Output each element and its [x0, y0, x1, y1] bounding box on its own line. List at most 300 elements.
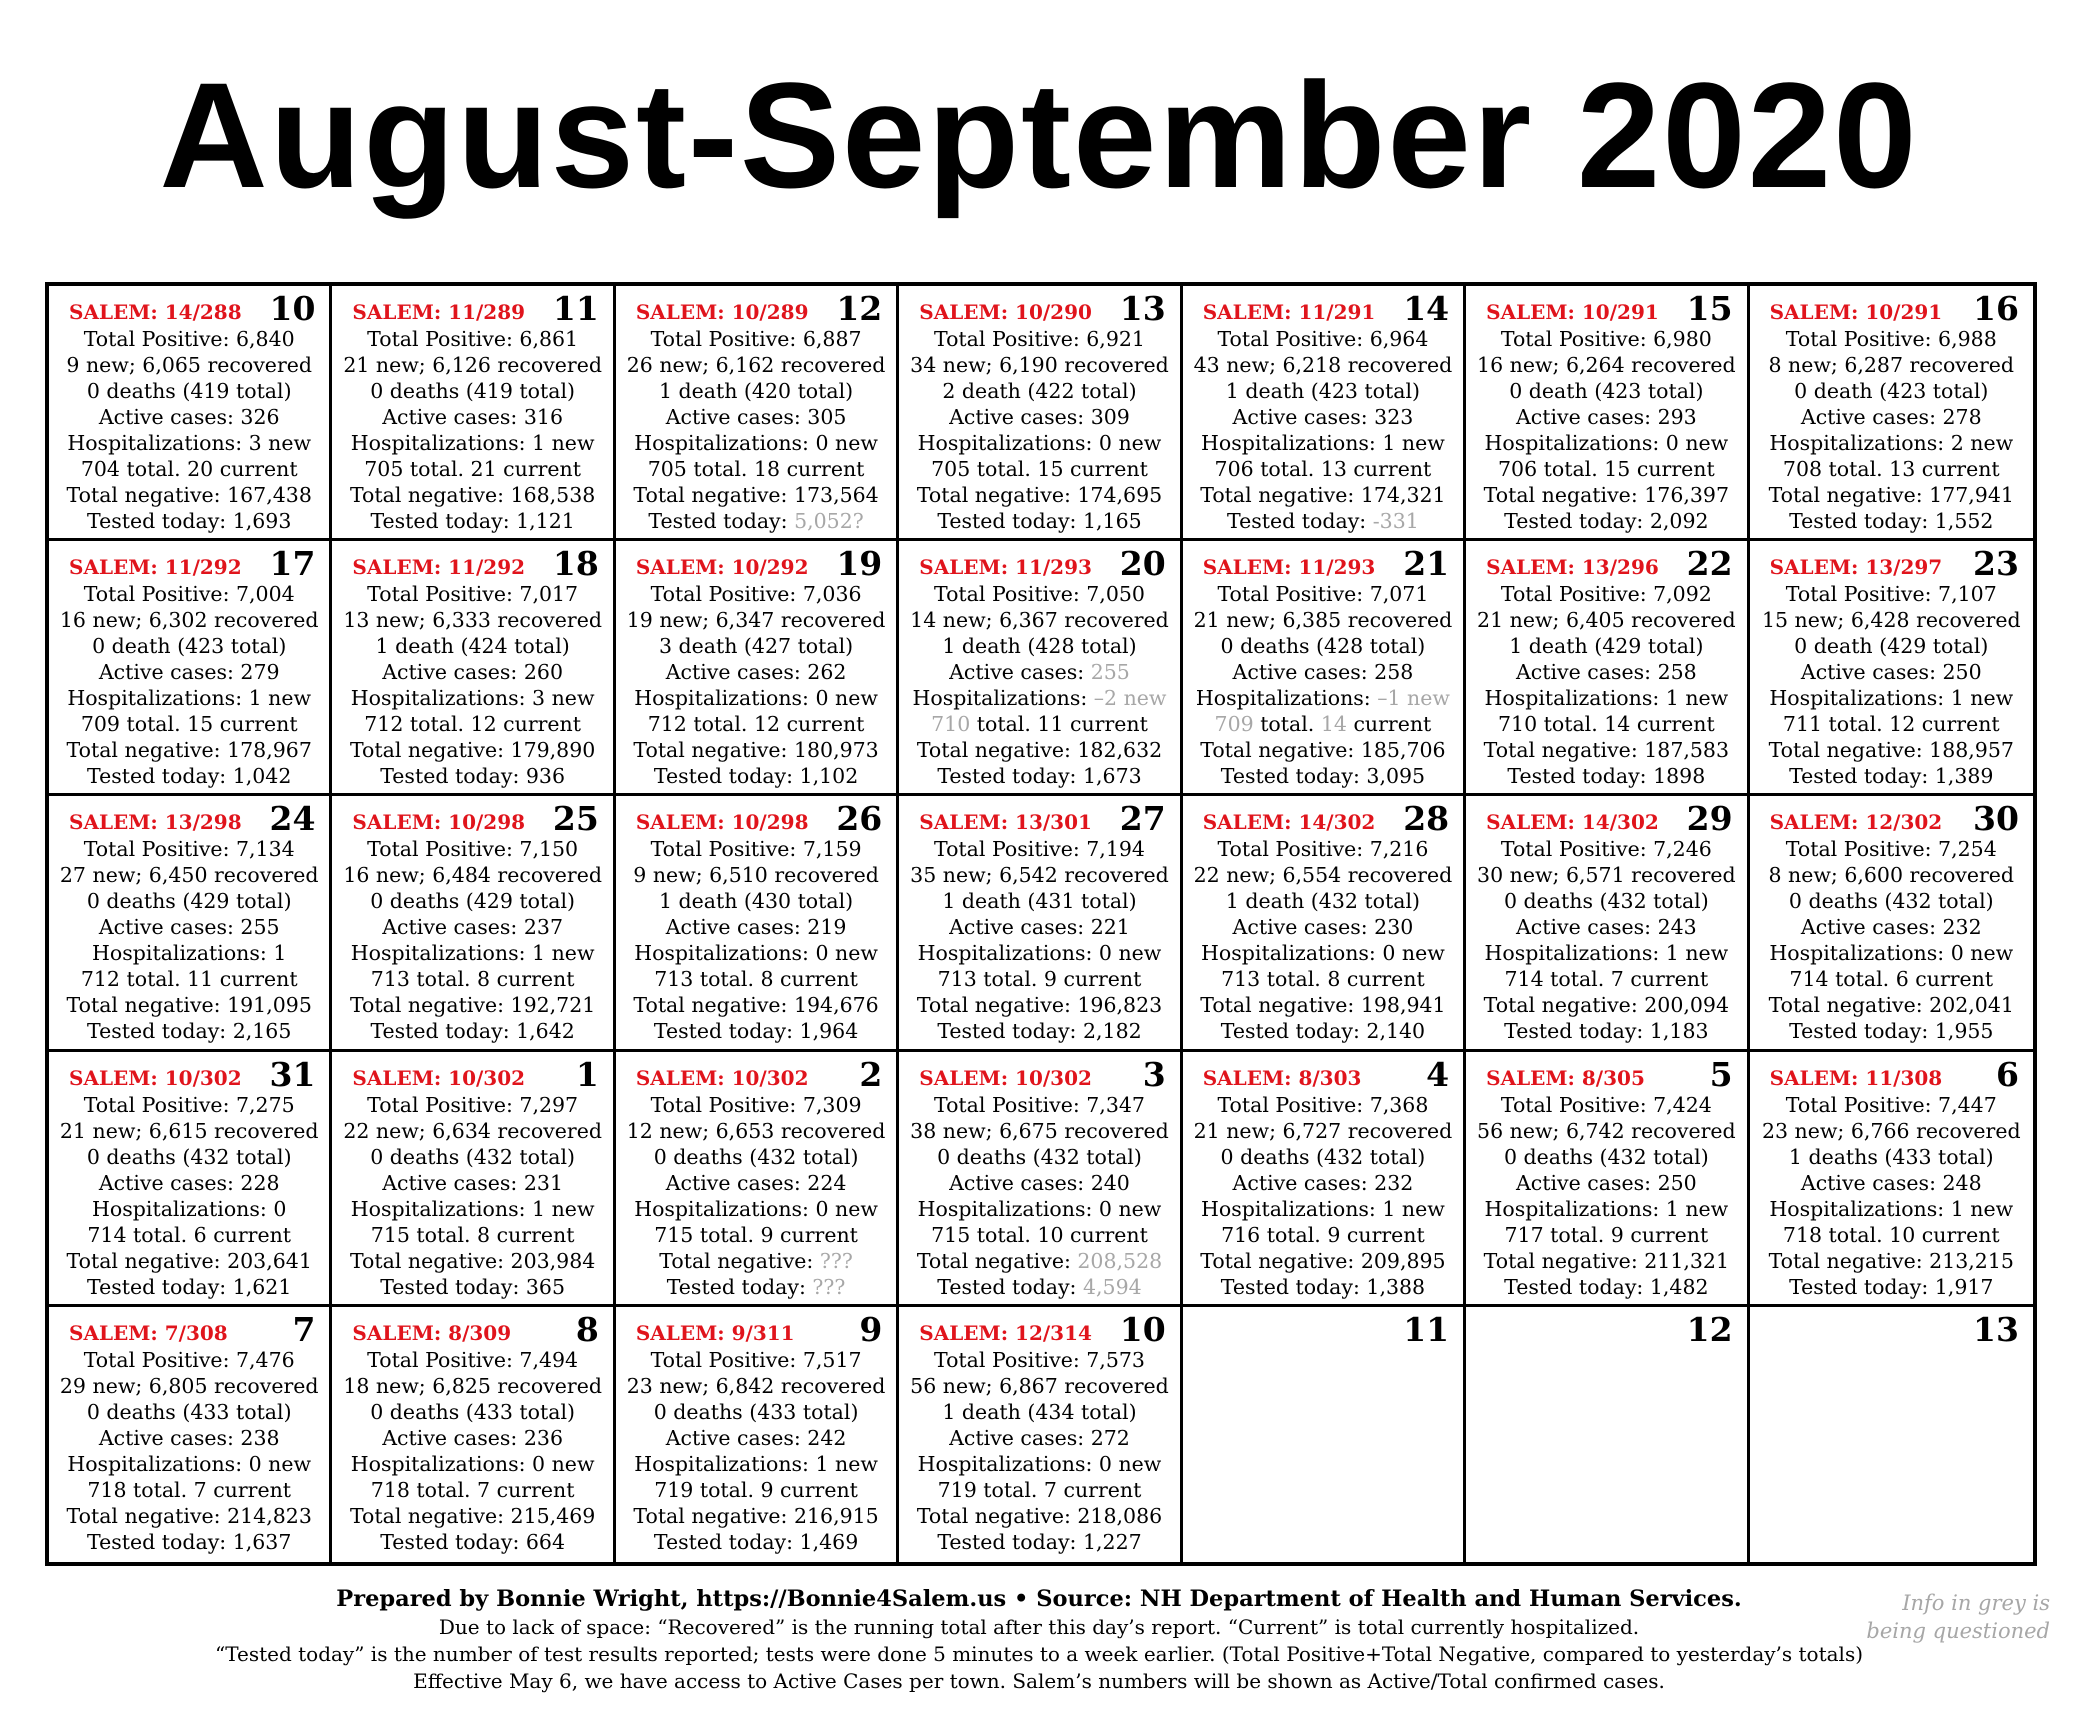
stat-text: Active cases: 262	[665, 660, 847, 685]
stat-text: 0 deaths (432 total)	[1788, 889, 1994, 914]
stat-line	[49, 1018, 329, 1044]
stat-line	[616, 352, 896, 378]
stat-line	[616, 1347, 896, 1373]
stat-text: Total Positive: 6,988	[1785, 327, 1997, 351]
stat-text: 0 deaths (428 total)	[1220, 634, 1426, 659]
stat-text: Total Positive: 7,134	[83, 837, 295, 862]
stat-text: 717 total. 9 current	[1504, 1222, 1709, 1247]
salem-cases: SALEM: 11/308	[1769, 1065, 1943, 1090]
stat-line	[49, 1118, 329, 1144]
stat-text: 16 new; 6,302 recovered	[59, 608, 319, 633]
stat-text: 0 deaths (419 total)	[86, 379, 292, 403]
questioned-value: 709	[1214, 712, 1254, 737]
stat-text: 0 deaths (432 total)	[370, 1144, 575, 1169]
stat-line	[899, 1118, 1179, 1144]
stat-line	[616, 737, 896, 763]
day-header	[1183, 544, 1463, 584]
stat-line	[899, 482, 1179, 508]
stat-line	[1466, 888, 1746, 914]
stat-text: 713 total. 8 current	[370, 967, 575, 992]
stat-text: Active cases: 242	[665, 1425, 847, 1450]
stat-line	[1466, 862, 1746, 888]
stat-text: Total negative: 178,967	[66, 738, 312, 763]
stat-text: Total negative: 176,397	[1483, 483, 1730, 507]
stat-line	[1750, 482, 2033, 508]
stat-line	[1466, 1196, 1746, 1222]
stat-text: Hospitalizations: 0 new	[634, 686, 878, 711]
day-number: 24	[269, 799, 316, 839]
stat-text: Active cases: 240	[949, 1170, 1130, 1195]
stat-text: Hospitalizations: 1 new	[1201, 431, 1445, 455]
stat-line	[899, 1170, 1179, 1196]
stat-line	[332, 836, 612, 862]
calendar-day-cell	[1466, 1307, 1749, 1562]
day-header	[1750, 799, 2033, 839]
stat-line	[49, 1347, 329, 1373]
stat-line	[899, 763, 1179, 789]
salem-cases: SALEM: 11/289	[352, 300, 526, 324]
stat-text: Total negative: 211,321	[1483, 1248, 1730, 1273]
stat-text: Hospitalizations: 0 new	[634, 431, 878, 455]
day-header	[332, 1056, 612, 1092]
stat-line	[332, 1347, 612, 1373]
stat-line	[49, 914, 329, 940]
calendar-day-cell	[616, 1307, 899, 1562]
stat-line	[332, 352, 612, 378]
salem-cases: SALEM: 10/298	[352, 810, 526, 835]
stat-text: Hospitalizations: 1	[92, 941, 287, 966]
day-number: 31	[269, 1054, 316, 1094]
stat-text: Total Positive: 6,964	[1217, 327, 1429, 351]
stat-line	[899, 352, 1179, 378]
day-number: 20	[1119, 544, 1166, 584]
stat-line	[899, 1529, 1179, 1555]
stat-text: Total Positive: 7,517	[650, 1347, 862, 1372]
salem-cases: SALEM: 10/302	[69, 1065, 242, 1090]
stat-line	[49, 1196, 329, 1222]
stat-line	[899, 1373, 1179, 1399]
questioned-value: 5,052?	[794, 509, 864, 533]
stat-text: Total Positive: 7,424	[1500, 1092, 1712, 1117]
questioned-value: ???	[819, 1248, 853, 1273]
stat-line	[332, 1196, 612, 1222]
day-header	[1750, 1056, 2033, 1092]
stat-text: Hospitalizations:	[1195, 686, 1378, 711]
stat-line	[1183, 1274, 1463, 1300]
stat-line	[616, 914, 896, 940]
stat-line	[616, 1477, 896, 1503]
stat-text: Total Positive: 6,861	[367, 327, 579, 351]
stat-text: Total negative: 213,215	[1768, 1248, 2014, 1273]
stat-line	[332, 914, 612, 940]
footer-credits: Prepared by Bonnie Wright, https://Bonnie4Salem.us • Source: NH Department of Health and Human Services.	[336, 1586, 1742, 1612]
day-header	[899, 544, 1179, 584]
salem-cases: SALEM: 9/311	[635, 1320, 795, 1345]
stat-line	[899, 430, 1179, 456]
stat-text: Hospitalizations: 0 new	[1769, 941, 2014, 966]
stat-line	[1750, 763, 2033, 789]
stat-text: Total Positive: 7,309	[650, 1092, 862, 1117]
stat-line	[332, 711, 612, 737]
stat-line	[616, 430, 896, 456]
stat-line	[1183, 763, 1463, 789]
stat-line	[1466, 1018, 1746, 1044]
stat-text: Total Positive: 7,297	[367, 1092, 579, 1117]
stat-line	[1750, 456, 2033, 482]
stat-text: Active cases: 272	[949, 1425, 1130, 1450]
questioned-value: 14	[1320, 712, 1347, 737]
stat-text: 712 total. 12 current	[364, 712, 581, 737]
day-header	[49, 544, 329, 584]
stat-text: Total negative: 173,564	[633, 483, 879, 507]
salem-cases: SALEM: 14/288	[69, 300, 242, 324]
stat-text: Total negative: 168,538	[349, 483, 596, 507]
stat-text: Hospitalizations: 0 new	[917, 1451, 1162, 1476]
stat-line	[1183, 836, 1463, 862]
questioned-value: –1 new	[1377, 686, 1450, 711]
stat-line	[1750, 508, 2033, 534]
stat-line	[332, 1451, 612, 1477]
stat-text: 1 death (420 total)	[658, 379, 854, 403]
stat-text: Total negative: 198,941	[1200, 993, 1446, 1018]
calendar-day-cell	[1750, 286, 2033, 541]
stat-line	[332, 1529, 612, 1555]
calendar-day-cell	[899, 796, 1182, 1051]
footer	[0, 1584, 2078, 1695]
stat-text: 0 deaths (432 total)	[1220, 1144, 1426, 1169]
stat-text: Hospitalizations: 0 new	[1484, 431, 1729, 455]
stat-text: 22 new; 6,554 recovered	[1193, 863, 1453, 888]
stat-text: Tested today:	[648, 509, 795, 533]
day-header	[332, 1311, 612, 1347]
calendar-day-cell	[616, 1052, 899, 1307]
stat-line	[1750, 633, 2033, 659]
stat-text: Total negative: 214,823	[66, 1503, 312, 1528]
stat-line	[1183, 404, 1463, 430]
day-number: 14	[1403, 289, 1450, 328]
stat-text: Active cases: 232	[1232, 1170, 1414, 1195]
stat-text: Active cases: 232	[1800, 915, 1982, 940]
calendar-day-cell	[1183, 1307, 1466, 1562]
stat-text: Active cases: 305	[665, 405, 847, 429]
stat-text: Hospitalizations: 0 new	[634, 1196, 878, 1221]
stat-line	[616, 404, 896, 430]
stat-text: 27 new; 6,450 recovered	[59, 863, 319, 888]
stat-text: Tested today: 1,642	[370, 1019, 575, 1044]
day-header	[1750, 290, 2033, 326]
stat-line	[616, 992, 896, 1018]
salem-cases: SALEM: 11/292	[69, 555, 242, 580]
stat-text: 26 new; 6,162 recovered	[626, 353, 886, 377]
stat-line	[1466, 711, 1746, 737]
stat-text: Hospitalizations: 1 new	[634, 1451, 878, 1476]
stat-text: 21 new; 6,126 recovered	[343, 353, 602, 377]
stat-text: 56 new; 6,867 recovered	[910, 1373, 1169, 1398]
stat-line	[1183, 581, 1463, 607]
stat-line	[1183, 862, 1463, 888]
stat-text: Tested today: 1898	[1507, 764, 1706, 789]
stat-line	[49, 1248, 329, 1274]
stat-line	[49, 1399, 329, 1425]
stat-line	[899, 1425, 1179, 1451]
stat-line	[49, 1503, 329, 1529]
salem-cases: SALEM: 14/302	[1202, 810, 1376, 835]
stat-line	[332, 404, 612, 430]
stat-text: 1 death (431 total)	[942, 889, 1137, 914]
stat-line	[1466, 763, 1746, 789]
stat-line	[332, 607, 612, 633]
stat-line	[49, 326, 329, 352]
stat-line	[49, 508, 329, 534]
stat-line	[899, 966, 1179, 992]
stat-text: 21 new; 6,615 recovered	[59, 1118, 319, 1143]
stat-text: Total negative: 180,973	[633, 738, 879, 763]
stat-line	[49, 836, 329, 862]
questioned-value: –2 new	[1093, 686, 1167, 711]
stat-text: 1 death (430 total)	[658, 889, 854, 914]
day-number: 28	[1403, 799, 1450, 839]
day-number: 11	[1403, 1309, 1450, 1349]
stat-line	[899, 456, 1179, 482]
stat-text: Tested today: 1,637	[87, 1529, 292, 1554]
stat-line	[1183, 1144, 1463, 1170]
stat-text: 23 new; 6,842 recovered	[626, 1373, 886, 1398]
calendar-day-cell	[899, 1052, 1182, 1307]
stat-text: Total negative: 196,823	[916, 993, 1163, 1018]
stat-text: 3 death (427 total)	[658, 634, 854, 659]
salem-cases: SALEM: 11/292	[352, 555, 526, 580]
stat-line	[1183, 482, 1463, 508]
stat-line	[1466, 326, 1746, 352]
stat-text: Active cases: 293	[1515, 405, 1697, 429]
stat-line	[332, 966, 612, 992]
stat-text: Active cases: 221	[949, 915, 1130, 940]
stat-text: 714 total. 7 current	[1504, 967, 1709, 992]
stat-text: 0 death (429 total)	[1794, 634, 1989, 659]
stat-text: Total negative: 167,438	[66, 483, 312, 507]
stat-line	[332, 1092, 612, 1118]
stat-line	[49, 737, 329, 763]
stat-line	[332, 1018, 612, 1044]
day-header	[49, 799, 329, 839]
stat-line	[616, 581, 896, 607]
stat-text: Hospitalizations: 2 new	[1769, 431, 2014, 455]
day-header	[1750, 544, 2033, 584]
stat-line	[616, 685, 896, 711]
stat-line	[1183, 940, 1463, 966]
stat-text: Hospitalizations: 1 new	[1484, 686, 1729, 711]
day-number: 26	[836, 799, 883, 839]
stat-text: 1 death (432 total)	[1225, 889, 1421, 914]
stat-text: 23 new; 6,766 recovered	[1761, 1118, 2021, 1143]
stat-line	[616, 1170, 896, 1196]
stat-text: Total Positive: 7,092	[1500, 582, 1712, 607]
stat-text: Active cases: 278	[1800, 405, 1982, 429]
stat-line	[332, 1477, 612, 1503]
stat-line	[1750, 711, 2033, 737]
stat-line	[332, 1222, 612, 1248]
stat-text: Total Positive: 6,980	[1500, 327, 1712, 351]
stat-text: Total negative: 192,721	[349, 993, 596, 1018]
stat-line	[49, 633, 329, 659]
stat-text: 21 new; 6,727 recovered	[1193, 1118, 1453, 1143]
stat-text: Tested today: 1,469	[653, 1529, 859, 1554]
stat-line	[332, 659, 612, 685]
stat-text: Tested today: 1,227	[937, 1529, 1142, 1554]
stat-line	[1750, 1018, 2033, 1044]
stat-text: Total negative: 202,041	[1768, 993, 2014, 1018]
stat-line	[899, 737, 1179, 763]
stat-line	[1750, 914, 2033, 940]
salem-cases: SALEM: 10/292	[635, 555, 809, 580]
stat-line	[1466, 482, 1746, 508]
day-number: 6	[1996, 1054, 2019, 1094]
stat-line	[1183, 966, 1463, 992]
stat-text: 14 new; 6,367 recovered	[910, 608, 1169, 633]
stat-text: 19 new; 6,347 recovered	[626, 608, 886, 633]
stat-text: 705 total. 18 current	[647, 457, 865, 481]
stat-text: 710 total. 14 current	[1497, 712, 1715, 737]
stat-line	[1750, 404, 2033, 430]
stat-text: Tested today: 2,182	[937, 1019, 1142, 1044]
day-header	[616, 1056, 896, 1092]
calendar-day-cell	[332, 796, 615, 1051]
stat-line	[332, 763, 612, 789]
day-header	[1466, 1056, 1746, 1092]
stat-line	[49, 1451, 329, 1477]
stat-line	[899, 836, 1179, 862]
stat-line	[1466, 836, 1746, 862]
stat-line	[49, 1092, 329, 1118]
stat-line	[616, 1274, 896, 1300]
stat-text: Total negative: 209,895	[1200, 1248, 1446, 1273]
stat-text: Tested today: 3,095	[1220, 764, 1426, 789]
day-number: 2	[859, 1054, 883, 1094]
stat-line	[332, 862, 612, 888]
stat-text: 713 total. 8 current	[654, 967, 858, 992]
day-number: 10	[1119, 1309, 1166, 1349]
calendar-day-cell	[616, 541, 899, 796]
salem-cases: SALEM: 13/296	[1486, 555, 1659, 580]
stat-text: 15 new; 6,428 recovered	[1761, 608, 2021, 633]
stat-text: Hospitalizations: 3 new	[350, 686, 595, 711]
stat-text: Tested today: 1,165	[937, 509, 1142, 533]
stat-line	[1466, 1274, 1746, 1300]
stat-text: Total Positive: 7,216	[1217, 837, 1429, 862]
stat-line	[1466, 659, 1746, 685]
stat-text: Tested today: 1,673	[937, 764, 1142, 789]
stat-text: Active cases: 250	[1515, 1170, 1697, 1195]
day-number: 4	[1426, 1054, 1450, 1094]
stat-text: Tested today: 1,917	[1789, 1274, 1994, 1299]
stat-line	[1750, 378, 2033, 404]
stat-line	[332, 456, 612, 482]
stat-text: 718 total. 10 current	[1782, 1222, 2000, 1247]
stat-text: 0 deaths (433 total)	[653, 1399, 859, 1424]
stat-line	[49, 763, 329, 789]
stat-text: 0 deaths (432 total)	[86, 1144, 292, 1169]
calendar-day-cell	[1750, 796, 2033, 1051]
stat-text: 1 death (434 total)	[942, 1399, 1137, 1424]
stat-line	[899, 862, 1179, 888]
stat-line	[899, 940, 1179, 966]
day-number: 11	[552, 289, 599, 328]
stat-line	[1466, 430, 1746, 456]
stat-line	[332, 1118, 612, 1144]
stat-line	[899, 659, 1179, 685]
stat-line	[49, 888, 329, 914]
stat-line	[899, 992, 1179, 1018]
stat-text: Active cases: 219	[665, 915, 847, 940]
stat-line	[616, 378, 896, 404]
stat-line	[1750, 581, 2033, 607]
calendar-day-cell	[899, 1307, 1182, 1562]
stat-line	[899, 1477, 1179, 1503]
stat-line	[1183, 1170, 1463, 1196]
day-number: 13	[1119, 289, 1166, 328]
stat-text: 18 new; 6,825 recovered	[343, 1373, 602, 1398]
stat-text: Total negative: 215,469	[349, 1503, 596, 1528]
stat-text: Hospitalizations: 1 new	[350, 431, 595, 455]
stat-text: 16 new; 6,484 recovered	[343, 863, 602, 888]
stat-text: 715 total. 8 current	[370, 1222, 575, 1247]
day-header	[1466, 1311, 1746, 1347]
stat-line	[332, 633, 612, 659]
stat-line	[332, 326, 612, 352]
stat-text: Total negative: 187,583	[1483, 738, 1730, 763]
calendar-day-cell	[1750, 1307, 2033, 1562]
stat-text: 719 total. 7 current	[937, 1477, 1142, 1502]
stat-line	[1183, 508, 1463, 534]
stat-text: Hospitalizations: 0 new	[350, 1451, 595, 1476]
day-header	[1466, 544, 1746, 584]
stat-line	[1750, 862, 2033, 888]
stat-text: Tested today: 1,183	[1504, 1019, 1709, 1044]
stat-text: Tested today: 1,389	[1789, 764, 1994, 789]
stat-text: total.	[1253, 712, 1321, 737]
stat-text: 705 total. 15 current	[931, 457, 1148, 481]
stat-text: Active cases: 250	[1800, 660, 1982, 685]
stat-line	[616, 1196, 896, 1222]
day-header	[616, 290, 896, 326]
salem-cases: SALEM: 8/305	[1486, 1065, 1645, 1090]
day-number: 22	[1686, 544, 1733, 584]
day-number: 1	[575, 1054, 599, 1094]
stat-line	[899, 404, 1179, 430]
stat-text: 713 total. 8 current	[1221, 967, 1425, 992]
stat-line	[332, 1248, 612, 1274]
salem-cases: SALEM: 10/302	[352, 1065, 526, 1090]
salem-cases: SALEM: 10/290	[919, 300, 1092, 324]
stat-line	[1466, 737, 1746, 763]
questioned-value: 710	[931, 712, 971, 737]
stat-text: 714 total. 6 current	[87, 1222, 292, 1247]
stat-text: Tested today:	[937, 1274, 1083, 1299]
stat-line	[616, 633, 896, 659]
stat-line	[1750, 430, 2033, 456]
salem-cases: SALEM: 10/298	[635, 810, 809, 835]
stat-line	[616, 607, 896, 633]
stat-line	[1183, 1118, 1463, 1144]
stat-text: Total negative: 191,095	[66, 993, 312, 1018]
stat-line	[1183, 1196, 1463, 1222]
day-number: 10	[269, 289, 316, 328]
stat-line	[1466, 607, 1746, 633]
stat-text: Active cases: 224	[665, 1170, 847, 1195]
stat-line	[49, 581, 329, 607]
salem-cases: SALEM: 10/302	[919, 1065, 1092, 1090]
calendar-day-cell	[1466, 796, 1749, 1051]
